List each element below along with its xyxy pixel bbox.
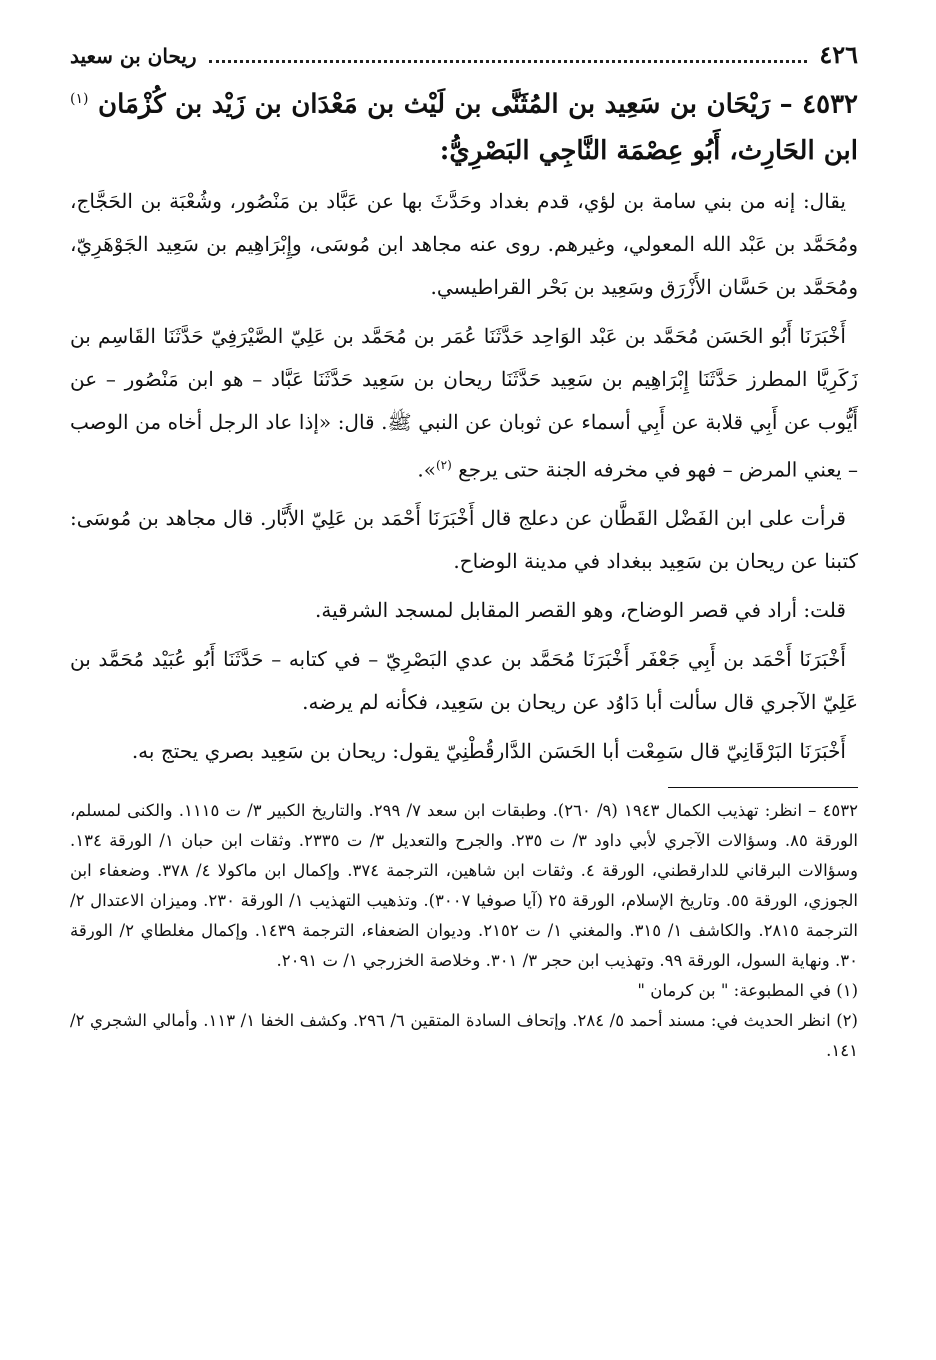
page-number: ٤٢٦: [819, 40, 858, 69]
header-dot-leader: [209, 46, 808, 63]
author-comment-paragraph: قلت: أراد في قصر الوضاح، وهو القصر المقابل لمسجد الشرقية.: [315, 598, 846, 623]
hadith-close-quote: ».: [417, 457, 436, 482]
footnotes: [70, 796, 858, 1066]
running-header: [70, 40, 858, 74]
running-title: ريحان بن سعيد: [70, 44, 197, 68]
hadith-paragraph: [70, 315, 858, 492]
biography-paragraph: يقال: إنه من بني سامة بن لؤي، قدم بغداد وحَدَّثَ بها عن عَبَّاد بن مَنْصُور، وشُعْبَة بن الحَجَّاج، ومُحَمَّد بن عَبْد الله المعولي، وغيرهم. روى عنه مجاهد ابن مُوسَى، وإِبْرَاهِيم بن سَعِيد الجَوْهَرِيّ، ومُحَمَّد بن حَسَّان الأَزْرَق وسَعِيد بن بَحْر القراطيسي.: [70, 188, 858, 299]
footnote-2: (٢) انظر الحديث في: مسند أحمد ٥/ ٢٨٤. وإتحاف السادة المتقين ٦/ ٢٩٦. وكشف الخفا ١/ ١١٣. وأمالي الشجري ٢/ ١٤١.: [70, 1011, 858, 1061]
narration-paragraph: قرأت على ابن الفَضْل القَطَّان عن دعلج قال أَخْبَرَنَا أَحْمَد بن عَلِيّ الأَبَّار. قال مجاهد بن مُوسَى: كتبنا عن ريحان بن سَعِيد ببغداد في مدينة الوضاح.: [70, 506, 858, 574]
hadith-text: أَخْبَرَنَا أَبُو الحَسَن مُحَمَّد بن عَبْد الوَاحِد حَدَّثَنَا عُمَر بن مُحَمَّد بن عَلِيّ الصَّيْرَفِيّ حَدَّثَنَا القَاسِم بن زَكَرِيَّا المطرز حَدَّثَنَا إِبْرَاهِيم بن سَعِيد حَدَّثَنَا ريحان بن سَعِيد حَدَّثَنَا عَبَّاد – هو ابن مَنْصُور – عن أَيُّوب عن أَبِي قلابة عن أَبِي أسماء عن ثوبان عن النبي ﷺ. قال: «إذا عاد الرجل أخاه من الوصب – يعني المرض – فهو في مخرفه الجنة حتى يرجع: [70, 323, 858, 482]
entry-heading: [70, 76, 858, 174]
footnote-marker-2: (٢): [435, 457, 452, 472]
entry-heading-text: ٤٥٣٢ – رَيْحَان بن سَعِيد بن المُثَنَّى بن لَيْث بن مَعْدَان بن زَيْد بن كُزْمَان: [97, 89, 858, 120]
daraqutni-paragraph: أَخْبَرَنَا البَرْقَانِيّ قال سَمِعْت أبا الحَسَن الدَّارقُطْنِيّ يقول: ريحان بن سَعِيد بصري يحتج به.: [131, 739, 846, 764]
footnote-1: (١) في المطبوعة: " بن كرمان ": [637, 981, 858, 1001]
footnote-sources: ٤٥٣٢ – انظر: تهذيب الكمال ١٩٤٣ (٩/ ٢٦٠). وطبقات ابن سعد ٧/ ٢٩٩. والتاريخ الكبير ٣/ ت ١١١٥. والكنى لمسلم، الورقة ٨٥. وسؤالات الآجري لأبي داود ٣/ ت ٢٣٥. والجرح والتعديل ٣/ ت ٢٣٣٥. وثقات ابن حبان ١/ الورقة ١٣٤. وسؤالات البرقاني للدارقطني، الورقة ٤. وثقات ابن شاهين، الترجمة ٣٧٤. وإكمال ابن ماكولا ٤/ ٣٧٨. وضعفاء ابن الجوزي، الورقة ٥٥. وتاريخ الإسلام، الورقة ٢٥ (آيا صوفيا ٣٠٠٧). وتذهيب التهذيب ١/ الورقة ٢٣٠. وميزان الاعتدال ٢/ الترجمة ٢٨١٥. والكاشف ١/ ٣١٥. والمغني ١/ ت ٢١٥٢. وديوان الضعفاء، الترجمة ١٤٣٩. وإكمال مغلطاي ٢/ الورقة ٣٠. ونهاية السول، الورقة ٩٩. وتهذيب ابن حجر ٣/ ٣٠١. وخلاصة الخزرجي ١/ ت ٢٠٩١.: [70, 801, 859, 971]
footnote-separator: [668, 787, 858, 788]
abu-dawud-paragraph: أَخْبَرَنَا أَحْمَد بن أَبِي جَعْفَر أَخْبَرَنَا مُحَمَّد بن عدي البَصْرِيّ – في كتابه – حَدَّثَنَا أَبُو عُبَيْد مُحَمَّد بن عَلِيّ الآجري قال سألت أبا دَاوُد عن ريحان بن سَعِيد، فكأنه لم يرضه.: [70, 647, 858, 715]
footnote-marker-1: (١): [70, 91, 89, 107]
entry-heading-line2: ابن الحَارِث، أَبُو عِصْمَة النَّاجِي البَصْرِيُّ:: [439, 135, 858, 166]
